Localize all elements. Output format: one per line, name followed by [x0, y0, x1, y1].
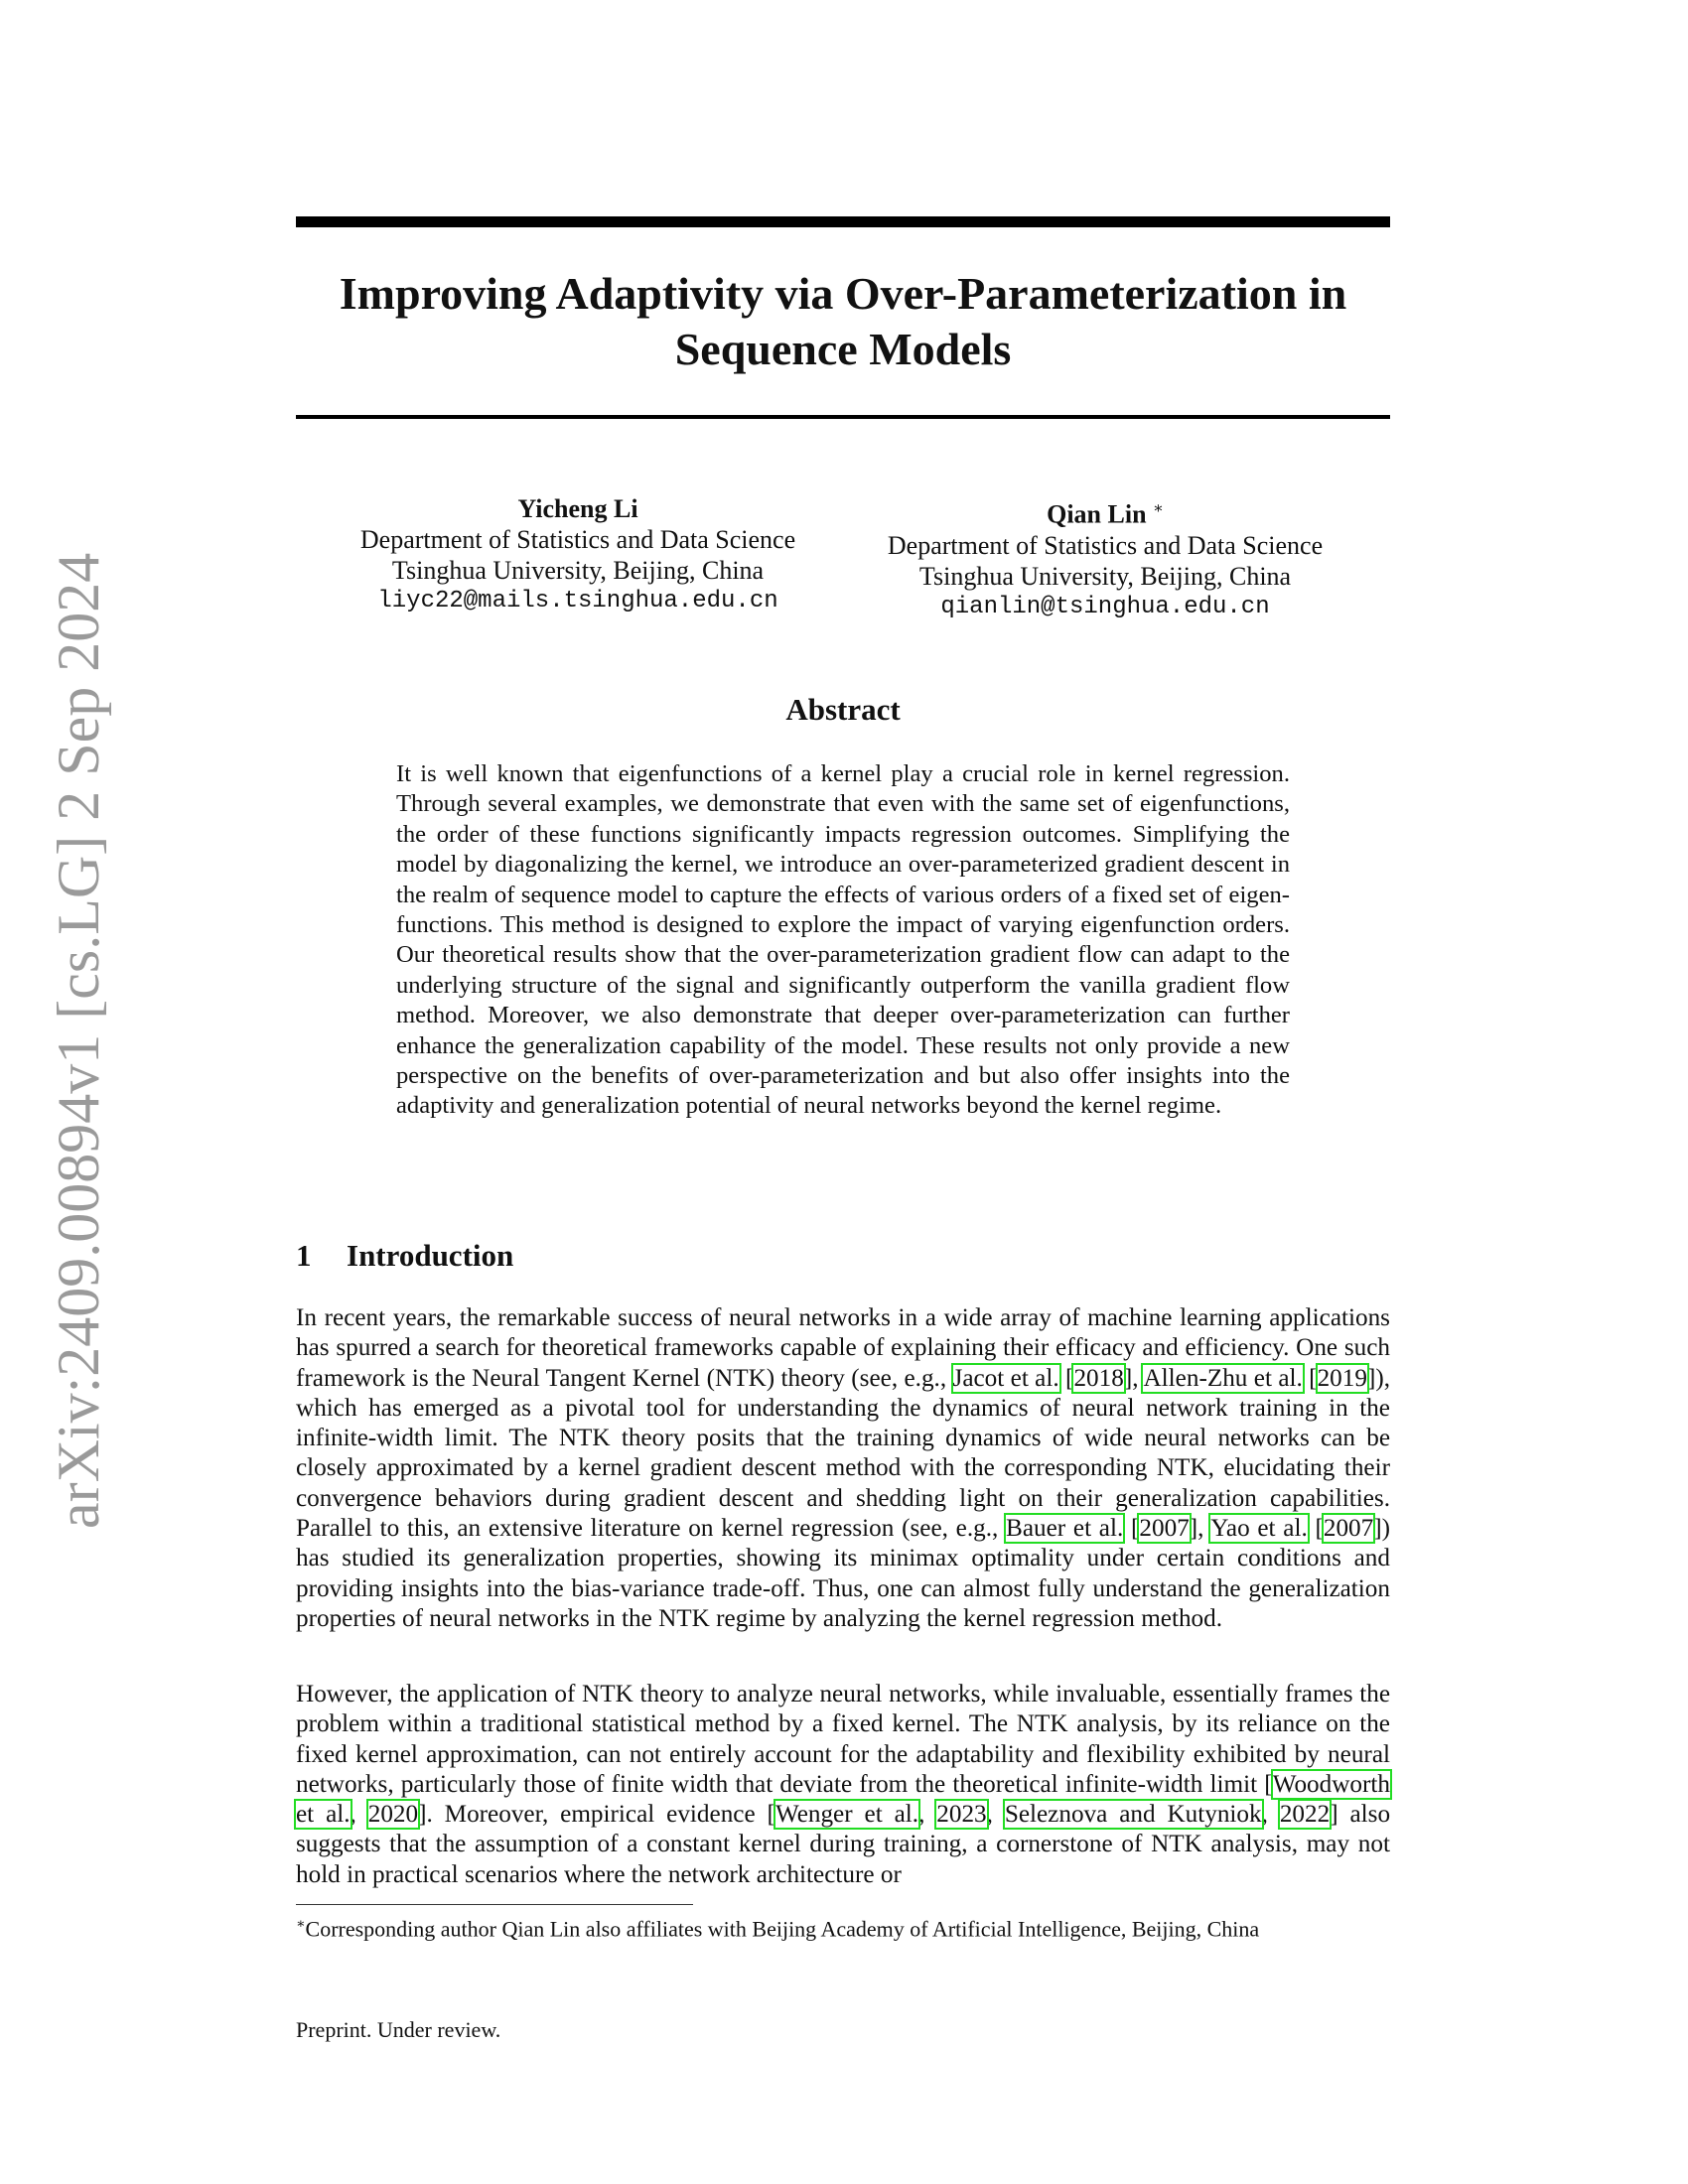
citation-link[interactable]: Seleznova and Kutyniok — [1004, 1801, 1262, 1829]
footnote-marker[interactable]: ∗ — [1153, 500, 1164, 517]
citation-link[interactable]: 2022 — [1279, 1801, 1331, 1829]
citation-link[interactable]: 2007 — [1323, 1515, 1374, 1543]
author-email[interactable]: qianlin@tsinghua.edu.cn — [940, 593, 1270, 620]
author-name: Qian Lin — [1047, 499, 1147, 529]
footnote-text: Corresponding author Qian Lin also affiliates with Beijing Academy of Artificial Intelligence, Beijing, China — [305, 1916, 1260, 1942]
citation-link[interactable]: Bauer et al. — [1006, 1515, 1124, 1543]
citation-link[interactable]: Woodworth et al. — [296, 1770, 1390, 1829]
title-bottom-rule — [296, 415, 1390, 419]
paper-title: Improving Adaptivity via Over-Parameterization in Sequence Models — [339, 268, 1347, 374]
section-title: Introduction — [347, 1238, 514, 1273]
preprint-note: Preprint. Under review. — [296, 2017, 501, 2042]
section-number: 1 — [296, 1238, 312, 1273]
author-affiliation: Tsinghua University, Beijing, China — [391, 556, 765, 585]
footnote-rule — [296, 1904, 693, 1905]
abstract-heading: Abstract — [785, 692, 901, 727]
footnote — [296, 1911, 1390, 1943]
intro-paragraph-1: In recent years, the remarkable success of neural networks in a wide array of machine learning applications has spurred a search for theoretical frameworks capable of explaining their efficacy and efficiency. One such framework is the Neural Tangent Kernel (NTK) theory (see, e.g., Jacot et al. [2018], Allen-Zhu et al. [2019]), which has emerged as a pivotal tool for understanding the dynamics of neural network training in the infinite-width limit. The NTK theory posits that the training dynamics of wide neural networks can be closely approximated by a kernel gradient descent method with the corresponding NTK, elucidating their convergence behaviors during gradient descent and shedding light on their generalization capabilities. Parallel to this, an extensive literature on kernel regression (see, e.g., Bauer et al. [2007], Yao et al. [2007]) has studied its generalization properties, showing its minimax optimality under certain conditions and providing insights into the bias-variance trade-off. Thus, one can almost fully understand the generalization properties of neural networks in the NTK regime by analyzing the kernel regression method. — [296, 1304, 1391, 1632]
citation-link[interactable]: 2023 — [936, 1801, 987, 1829]
citation-link[interactable]: Jacot et al. — [952, 1364, 1059, 1392]
citation-link[interactable]: Allen-Zhu et al. — [1143, 1364, 1303, 1392]
arxiv-identifier: arXiv:2409.00894v1 [cs.LG] 2 Sep 2024 — [46, 552, 111, 1529]
citation-link[interactable]: 2019 — [1317, 1364, 1367, 1392]
footnote-marker: ∗ — [296, 1917, 306, 1932]
author-block-2 — [847, 493, 1363, 622]
author-department: Department of Statistics and Data Science — [887, 530, 1324, 560]
citation-link[interactable]: 2020 — [367, 1801, 419, 1829]
author-affiliation: Tsinghua University, Beijing, China — [918, 561, 1292, 591]
section-heading — [296, 1238, 1090, 1274]
title-top-rule — [296, 216, 1390, 227]
author-email[interactable]: liyc22@mails.tsinghua.edu.cn — [377, 588, 778, 614]
citation-link[interactable]: Yao et al. — [1210, 1515, 1308, 1543]
author-block-1 — [320, 493, 836, 616]
author-name: Yicheng Li — [517, 494, 638, 523]
author-department: Department of Statistics and Data Science — [359, 525, 796, 554]
citation-link[interactable]: Wenger et al. — [774, 1801, 919, 1829]
abstract-text: It is well known that eigenfunctions of a kernel play a crucial role in kernel regression. Through several examples, we demonstrate that even with the same set of eigenfunctions, the order of these functions significantly impacts regression outcomes. Simplifying the model by diagonalizing the kernel, we introduce an over-parameterized gradient descent in the realm of sequence model to capture the effects of various orders of a fixed set of eigen-functions. This method is designed to explore the impact of varying eigenfunction orders. Our theoretical results show that the over-parameterization gradient flow can adapt to the underlying structure of the signal and significantly outperform the vanilla gradient flow method. Moreover, we also demonstrate that deeper over-parameterization can further enhance the generalization capability of the model. These results not only provide a new perspective on the benefits of over-parameterization and but also offer insights into the adaptivity and generalization potential of neural networks beyond the kernel regime. — [396, 760, 1290, 1120]
citation-link[interactable]: 2007 — [1139, 1515, 1190, 1543]
citation-link[interactable]: 2018 — [1073, 1364, 1124, 1392]
intro-paragraph-2: However, the application of NTK theory to analyze neural networks, while invaluable, essentially frames the problem within a traditional statistical method by a fixed kernel. The NTK analysis, by its reliance on the fixed kernel approximation, can not entirely account for the adaptability and flexibility exhibited by neural networks, particularly those of finite width that deviate from the theoretical infinite-width limit [Woodworth et al., 2020]. Moreover, empirical evidence [Wenger et al., 2023, Seleznova and Kutyniok, 2022] also suggests that the assumption of a constant kernel during training, a cornerstone of NTK analysis, may not hold in practical scenarios where the network architecture or — [296, 1681, 1391, 1888]
